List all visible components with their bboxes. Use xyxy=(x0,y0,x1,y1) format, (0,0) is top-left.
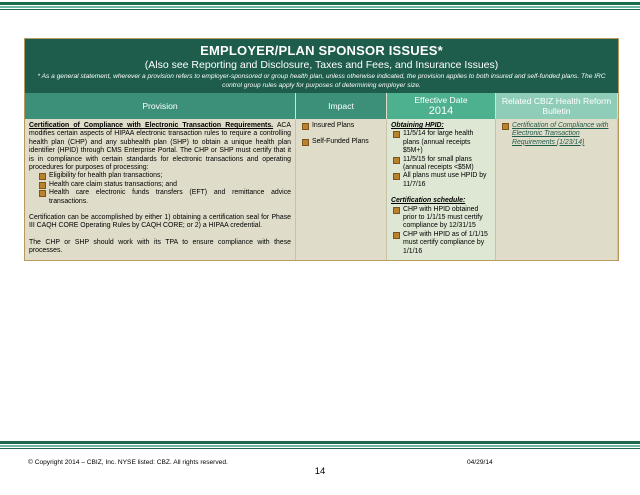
list-item xyxy=(500,122,613,147)
list-item: Self-Funded Plans xyxy=(300,138,382,146)
general-note: * As a general statement, wherever a provision refers to employer-sponsored or group health plan, unless otherwise indicated, the provision applies to both insured and self-funded plans. The IRC control group rules apply for purposes of determining employer size. xyxy=(37,73,606,89)
list-item: 11/5/14 for large health plans (annual receipts $5M+) xyxy=(391,130,491,155)
provision-heading: Certification of Compliance with Electronic Transaction Requirements. xyxy=(29,122,274,129)
list-item: Eligibility for health plan transactions; xyxy=(37,172,291,180)
provision-item-list xyxy=(37,172,291,206)
provision-intro: ACA modifies certain aspects of HIPAA electronic transaction rules to require a controlling health plan (CHP) and any subhealth plan (SHP) to obtain a unique health plan identifier (HPID) through CMS Enterprise Portal. The CHP or SHP must certify that it is in compliance with certain standards for electronic transactions and operating procedures for purposes of processing: xyxy=(29,122,291,172)
col-impact: Impact xyxy=(296,93,387,119)
col-provision: Provision xyxy=(25,93,296,119)
bulletin-link[interactable]: Certification of Compliance with Electronic Transaction Requirements (1/23/14) xyxy=(512,122,609,146)
col-effective-date xyxy=(387,93,496,119)
square-bullet-icon xyxy=(393,232,400,239)
top-rule-thin xyxy=(0,9,640,10)
provision-paragraph-2: Certification can be accomplished by either 1) obtaining a certification seal for Phase III CAQH CORE Operating Rules by CAQH CORE; or 2) a HIPAA credential. xyxy=(29,214,291,230)
provision-cell xyxy=(25,119,296,260)
square-bullet-icon xyxy=(39,190,46,197)
bottom-rule-thin xyxy=(0,448,640,449)
footer-date: 04/29/14 xyxy=(467,459,493,466)
list-item: CHP with HPID as of 1/1/15 must certify compliance by 1/1/16 xyxy=(391,231,491,256)
page-title: EMPLOYER/PLAN SPONSOR ISSUES* xyxy=(200,43,443,58)
square-bullet-icon xyxy=(39,173,46,180)
page-subtitle: (Also see Reporting and Disclosure, Taxes and Fees, and Insurance Issues) xyxy=(144,59,499,71)
top-rule-dark xyxy=(0,2,640,5)
certification-list xyxy=(391,206,491,256)
table-header-banner xyxy=(25,39,618,93)
square-bullet-icon xyxy=(393,157,400,164)
square-bullet-icon xyxy=(393,131,400,138)
list-item: CHP with HPID obtained prior to 1/1/15 must certify compliance by 12/31/15 xyxy=(391,206,491,231)
bulletin-list xyxy=(500,122,613,147)
hpid-heading: Obtaining HPID: xyxy=(391,122,444,129)
square-bullet-icon xyxy=(393,173,400,180)
issues-table-container xyxy=(24,38,619,261)
square-bullet-icon xyxy=(302,139,309,146)
impact-cell xyxy=(296,119,387,260)
top-rule-light xyxy=(0,6,640,8)
square-bullet-icon xyxy=(502,123,509,130)
bulletin-cell xyxy=(496,119,618,260)
table-row xyxy=(25,119,618,260)
list-item: Health care electronic funds transfers (EFT) and remittance advice transactions. xyxy=(37,189,291,206)
page-number: 14 xyxy=(314,466,326,477)
issues-table xyxy=(25,93,618,260)
square-bullet-icon xyxy=(302,123,309,130)
footer-copyright: © Copyright 2014 – CBIZ, Inc. NYSE listed: CBZ. All rights reserved. xyxy=(28,459,228,466)
column-header-row xyxy=(25,93,618,119)
list-item: Health care claim status transactions; and xyxy=(37,181,291,189)
col-related-bulletin: Related CBIZ Health Reform Bulletin xyxy=(496,93,618,119)
square-bullet-icon xyxy=(393,207,400,214)
list-item: Insured Plans xyxy=(300,122,382,130)
bottom-rule-light xyxy=(0,445,640,447)
bottom-rule-dark xyxy=(0,441,640,444)
provision-paragraph-3: The CHP or SHP should work with its TPA to ensure compliance with these processes. xyxy=(29,238,291,255)
impact-list xyxy=(300,122,382,147)
list-item: All plans must use HPID by 11/7/16 xyxy=(391,172,491,189)
hpid-list xyxy=(391,130,491,189)
col-effective-date-label: Effective Date xyxy=(414,95,468,105)
square-bullet-icon xyxy=(39,182,46,189)
col-effective-year: 2014 xyxy=(428,105,454,117)
list-item: 11/5/15 for small plans (annual receipts <$5M) xyxy=(391,156,491,173)
certification-schedule-heading: Certification schedule: xyxy=(391,197,466,205)
effective-date-cell xyxy=(387,119,496,260)
